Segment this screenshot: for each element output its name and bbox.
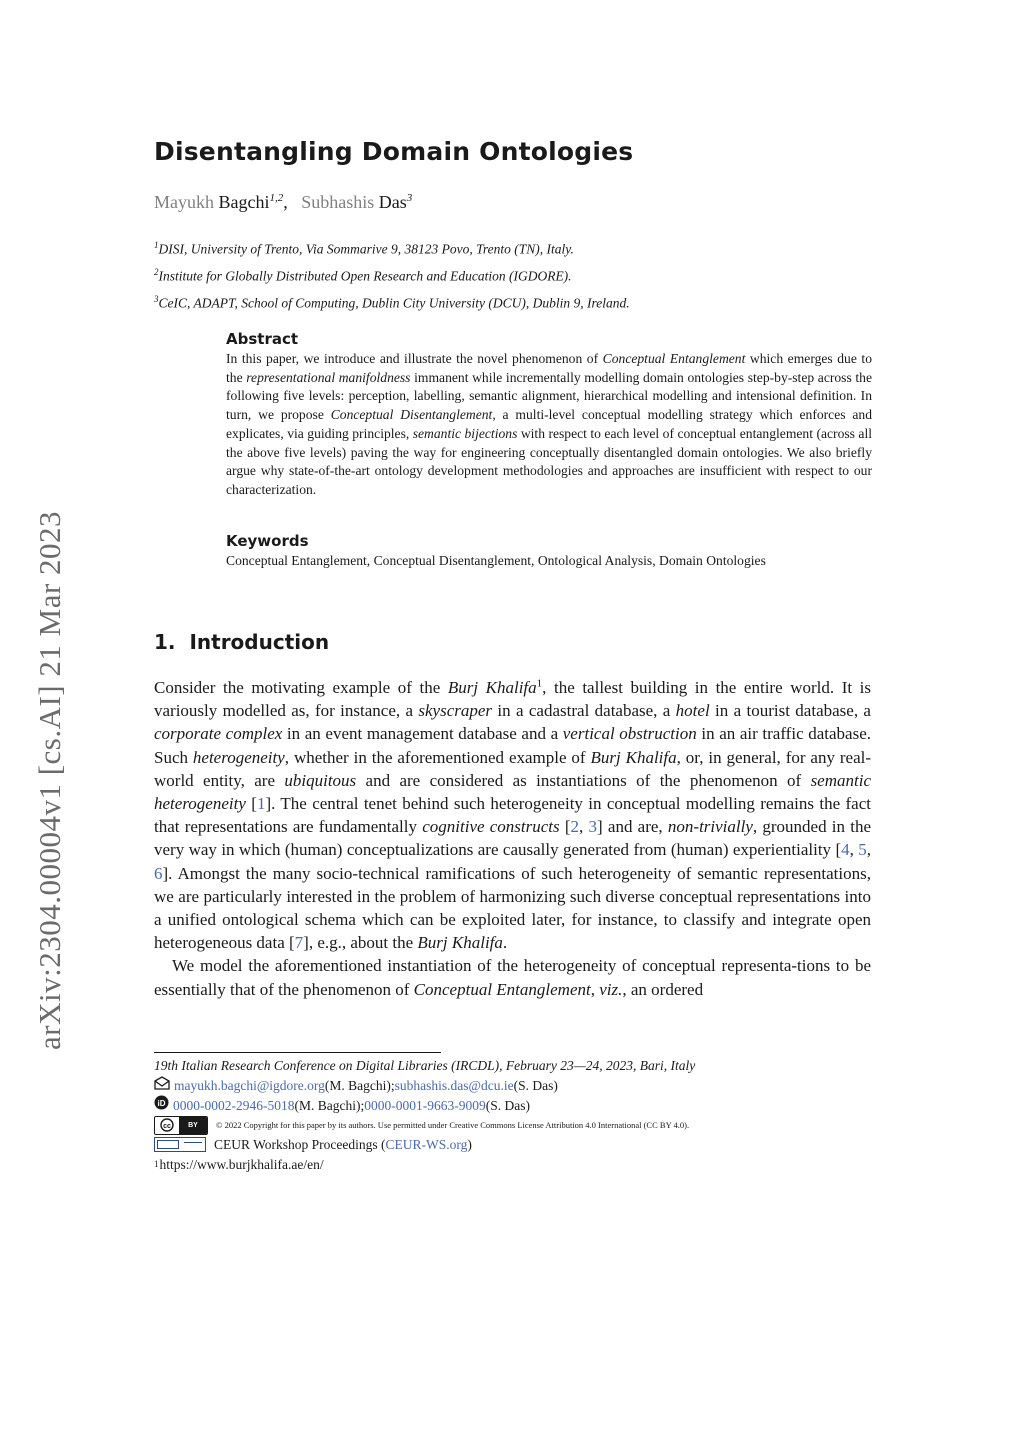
svg-text:iD: iD <box>157 1099 166 1108</box>
text-run: [ <box>559 817 571 837</box>
text-run: ] and are, <box>597 817 668 837</box>
text-run: We model the aforementioned instantiation of the heterogeneity of conceptual representa-tions to be essentially that of the phenomenon of <box>154 956 871 999</box>
paper-title: Disentangling Domain Ontologies <box>154 137 634 166</box>
affiliation-text: CeIC, ADAPT, School of Computing, Dublin City University (DCU), Dublin 9, Ireland. <box>158 295 630 311</box>
svg-text:cc: cc <box>163 1123 171 1131</box>
author-given-name: Mayukh <box>154 192 214 212</box>
cc-by-badge <box>154 1116 208 1135</box>
orcid-note <box>154 1095 874 1116</box>
citation-link[interactable]: 1 <box>256 794 266 814</box>
section-title: Introduction <box>189 630 330 654</box>
envelope-icon <box>154 1076 170 1096</box>
footnote-marker[interactable]: 1 <box>536 677 543 690</box>
paragraph <box>154 676 871 954</box>
ceur-note <box>154 1135 874 1155</box>
text-run: . <box>502 933 508 953</box>
author-list <box>154 192 412 213</box>
emphasis: corporate complex <box>154 724 283 744</box>
text-run: , the tallest building in the entire world. It is variously modelled as, for instance, a <box>154 678 872 721</box>
author-affiliation-mark: 3 <box>406 192 413 204</box>
orcid-link[interactable]: 0000-0002-2946-5018 <box>173 1097 295 1113</box>
email-owner: (S. Das) <box>513 1077 558 1093</box>
text-run: , <box>590 979 600 999</box>
orcid-icon <box>154 1095 169 1116</box>
emphasis: Conceptual Entanglement <box>413 979 591 999</box>
introduction-body <box>154 676 871 1001</box>
affiliation <box>154 261 630 288</box>
keywords-heading: Keywords <box>226 532 309 550</box>
conference-note: 19th Italian Research Conference on Digital Libraries (IRCDL), February 23—24, 2023, Bari, Italy <box>154 1058 696 1073</box>
text-run: ]. The central tenet behind such heterogeneity in conceptual modelling remains the fact that representations are fundamentally <box>154 794 871 837</box>
author-2 <box>301 192 412 212</box>
ceur-link[interactable]: CEUR-WS.org <box>385 1137 468 1152</box>
ceur-logo-icon <box>154 1137 206 1152</box>
emphasis: cognitive constructs <box>422 817 560 837</box>
section-number: 1. <box>154 630 176 654</box>
license-note <box>154 1116 874 1136</box>
paragraph <box>154 954 871 1000</box>
text-run: Consider the motivating example of the <box>154 678 448 697</box>
affiliation <box>154 234 630 261</box>
text-run: , grounded in the very way in which (human) conceptualizations are causally generated from (human) experientiality [ <box>154 817 872 860</box>
email-owner: (M. Bagchi); <box>324 1077 395 1093</box>
text-run: ], e.g., about the <box>303 933 418 953</box>
text-run: in a cadastral database, a <box>492 701 676 721</box>
emphasis: Burj Khalifa <box>590 747 677 767</box>
citation-link[interactable]: 2 <box>570 817 580 837</box>
email-note <box>154 1076 874 1096</box>
affiliation-number: 3 <box>154 294 159 304</box>
citation-link[interactable]: 7 <box>294 933 304 953</box>
email-link[interactable]: subhashis.das@dcu.ie <box>394 1077 514 1093</box>
emphasis: heterogeneity <box>192 747 285 767</box>
footnote-1: 1 https://www.burjkhalifa.ae/en/ <box>154 1155 874 1175</box>
affiliation-text: DISI, University of Trento, Via Sommarive 9, 38123 Povo, Trento (TN), Italy. <box>158 241 574 257</box>
orcid-owner: (M. Bagchi); <box>294 1097 365 1113</box>
text-run: in a tourist database, a <box>709 701 871 721</box>
emphasis: non-trivially <box>667 817 753 837</box>
orcid-link[interactable]: 0000-0001-9663-9009 <box>364 1097 486 1113</box>
author-given-name: Subhashis <box>301 192 375 212</box>
affiliation-text: Institute for Globally Distributed Open Research and Education (IGDORE). <box>158 268 572 284</box>
abstract-text: In this paper, we introduce and illustrate the novel phenomenon of Conceptual Entanglement which emerges due to the representational manifoldness immanent while incrementally modelling domain ontologies step-by-step across the following five levels: perception, labelling, semantic alignment, hierarchical modelling and intensional definition. In turn, we propose Conceptual Disentanglement, a multi-level conceptual modelling strategy which enforces and explicates, via guiding principles, semantic bijections with respect to each level of conceptual entanglement (across all the above five levels) paving the way for engineering conceptually disentangled domain ontologies. We also briefly argue why state-of-the-art ontology development methodologies and approaches are insufficient with respect to our characterization. <box>226 351 873 497</box>
text-run: in an event management database and a <box>282 724 563 744</box>
text-run: , an ordered <box>622 979 704 999</box>
text-run: , or, in general, for any real-world entity, are <box>154 747 872 790</box>
emphasis: Burj Khalifa <box>447 678 537 697</box>
footnote-url[interactable]: https://www.burjkhalifa.ae/en/ <box>159 1156 324 1172</box>
text-run: , <box>579 817 589 837</box>
cc-icon <box>155 1117 179 1134</box>
text-run: ]. Amongst the many socio-technical ramifications of such heterogeneity of semantic representations, we are particularly interested in the problem of harmonizing such diverse conceptual representations into a unified ontological schema which can be exploited later, for instance, to classify and integrate open heterogeneous data [ <box>154 863 871 953</box>
text-run: , whether in the aforementioned example of <box>284 747 591 767</box>
emphasis: skyscraper <box>418 701 493 721</box>
author-1: Mayukh Bagchi$^{1,2}$, <box>154 192 302 212</box>
author-family-name: Bagchi <box>218 192 270 212</box>
orcid-owner: (S. Das) <box>485 1097 530 1113</box>
emphasis: semantic heterogeneity <box>154 770 871 814</box>
emphasis: Burj Khalifa <box>417 933 503 953</box>
ceur-text-end: ) <box>467 1137 472 1152</box>
keywords-text: Conceptual Entanglement, Conceptual Disentanglement, Ontological Analysis, Domain Ontologies <box>226 553 766 568</box>
abstract <box>226 328 872 500</box>
affiliation-number: 2 <box>154 267 159 277</box>
abstract-heading: Abstract <box>226 330 299 348</box>
emphasis: ubiquitous <box>284 770 357 790</box>
affiliation-number: 1 <box>154 240 159 250</box>
citation-link[interactable]: 5 <box>858 840 867 860</box>
text-run: , <box>866 840 872 860</box>
emphasis: vertical obstruction <box>562 724 697 744</box>
text-run: in an air traffic database. Such <box>154 724 871 767</box>
footnote-divider <box>154 1052 441 1053</box>
keywords <box>226 530 872 571</box>
email-link[interactable]: mayukh.bagchi@igdore.org <box>174 1077 325 1093</box>
author-affiliation-mark: 1,2 <box>269 192 284 204</box>
section-heading-introduction <box>154 630 329 654</box>
citation-link[interactable]: 3 <box>588 817 598 837</box>
ceur-text: CEUR Workshop Proceedings ( <box>214 1137 386 1152</box>
text-run: , <box>849 840 859 860</box>
citation-link[interactable]: 4 <box>841 840 850 860</box>
arxiv-identifier: arXiv:2304.00004v1 [cs.AI] 21 Mar 2023 <box>32 510 67 1050</box>
cc-by-label: BY <box>179 1117 207 1134</box>
affiliation <box>154 288 630 315</box>
author-family-name: Das <box>378 192 407 212</box>
footnotes <box>154 1056 874 1174</box>
emphasis: hotel <box>675 701 710 721</box>
text-run: and are considered as instantiations of the phenomenon of <box>356 770 811 790</box>
text-run: [ <box>245 794 257 814</box>
citation-link[interactable]: 6 <box>154 863 163 883</box>
copyright-text: © 2022 Copyright for this paper by its authors. Use permitted under Creative Commons License Attribution 4.0 International (CC BY 4.0). <box>216 1119 690 1130</box>
emphasis: viz. <box>599 979 623 999</box>
affiliation-list <box>154 234 630 315</box>
